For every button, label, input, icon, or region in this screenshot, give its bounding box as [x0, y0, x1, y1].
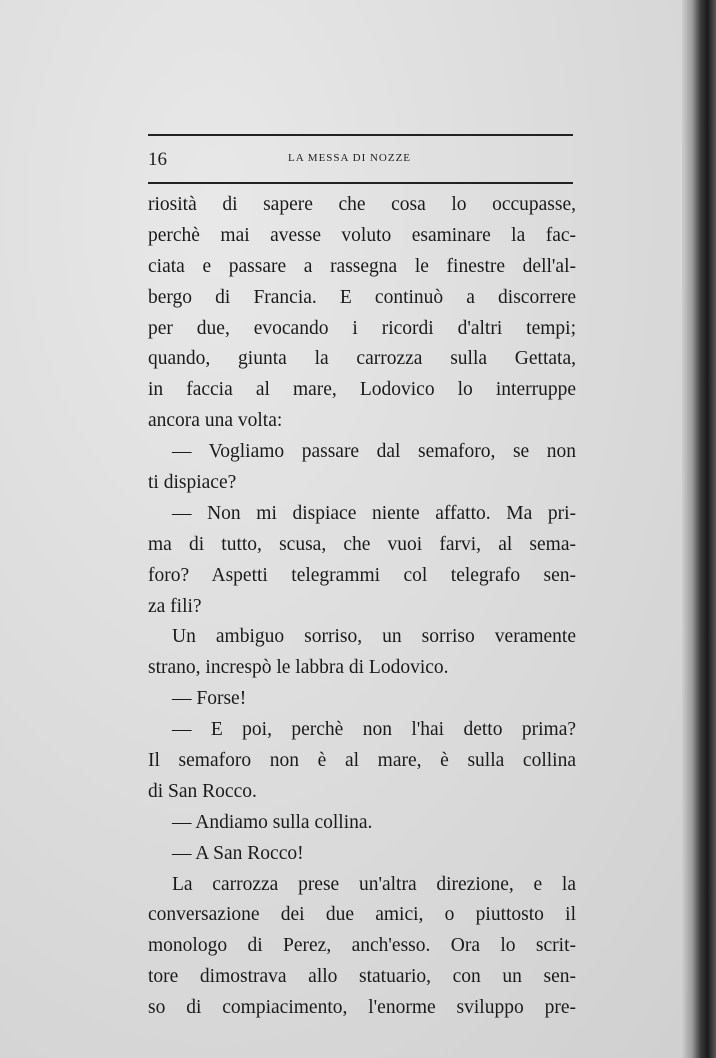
binding-edge: [682, 0, 716, 1058]
text-line: so di compiacimento, l'enorme sviluppo pre-: [148, 997, 576, 1019]
text-line: quando, giunta la carrozza sulla Gettata,: [148, 348, 576, 370]
text-line: — E poi, perchè non l'hai detto prima?: [172, 719, 576, 741]
text-line: perchè mai avesse voluto esaminare la fac-: [148, 224, 576, 246]
text-line: ti dispiace?: [148, 472, 237, 494]
text-line: per due, evocando i ricordi d'altri tempi;: [148, 317, 576, 339]
text-line: Il semaforo non è al mare, è sulla collina: [148, 750, 576, 772]
text-line: tore dimostrava allo statuario, con un sen-: [148, 966, 576, 988]
body-text: [148, 190, 576, 1024]
text-line: conversazione dei due amici, o piuttosto il: [148, 904, 576, 926]
running-title: LA MESSA DI NOZZE: [288, 152, 412, 164]
text-line: monologo di Perez, anch'esso. Ora lo scrit-: [148, 935, 576, 957]
text-line: Un ambiguo sorriso, un sorriso veramente: [172, 626, 576, 648]
text-line: — Andiamo sulla collina.: [172, 811, 373, 833]
text-line: bergo di Francia. E continuò a discorrere: [148, 286, 576, 308]
text-line: — Vogliamo passare dal semaforo, se non: [172, 441, 576, 463]
text-line: riosità di sapere che cosa lo occupasse,: [148, 194, 576, 215]
text-line: — A San Rocco!: [172, 842, 304, 864]
text-line: ciata e passare a rassegna le finestre dell'al-: [148, 255, 576, 277]
text-line: di San Rocco.: [148, 780, 257, 802]
page-header: [148, 134, 573, 184]
text-line: — Non mi dispiace niente affatto. Ma pri-: [172, 502, 576, 524]
text-line: strano, increspò le labbra di Lodovico.: [148, 657, 449, 679]
text-line: ma di tutto, scusa, che vuoi farvi, al sema-: [148, 533, 576, 555]
text-line: La carrozza prese un'altra direzione, e la: [172, 873, 576, 895]
text-line: in faccia al mare, Lodovico lo interruppe: [148, 379, 576, 401]
text-line: foro? Aspetti telegrammi col telegrafo sen-: [148, 564, 576, 586]
text-line: ancora una volta:: [148, 410, 283, 432]
text-line: — Forse!: [172, 688, 247, 710]
page-number: 16: [148, 149, 167, 170]
text-line: za fili?: [148, 595, 202, 617]
